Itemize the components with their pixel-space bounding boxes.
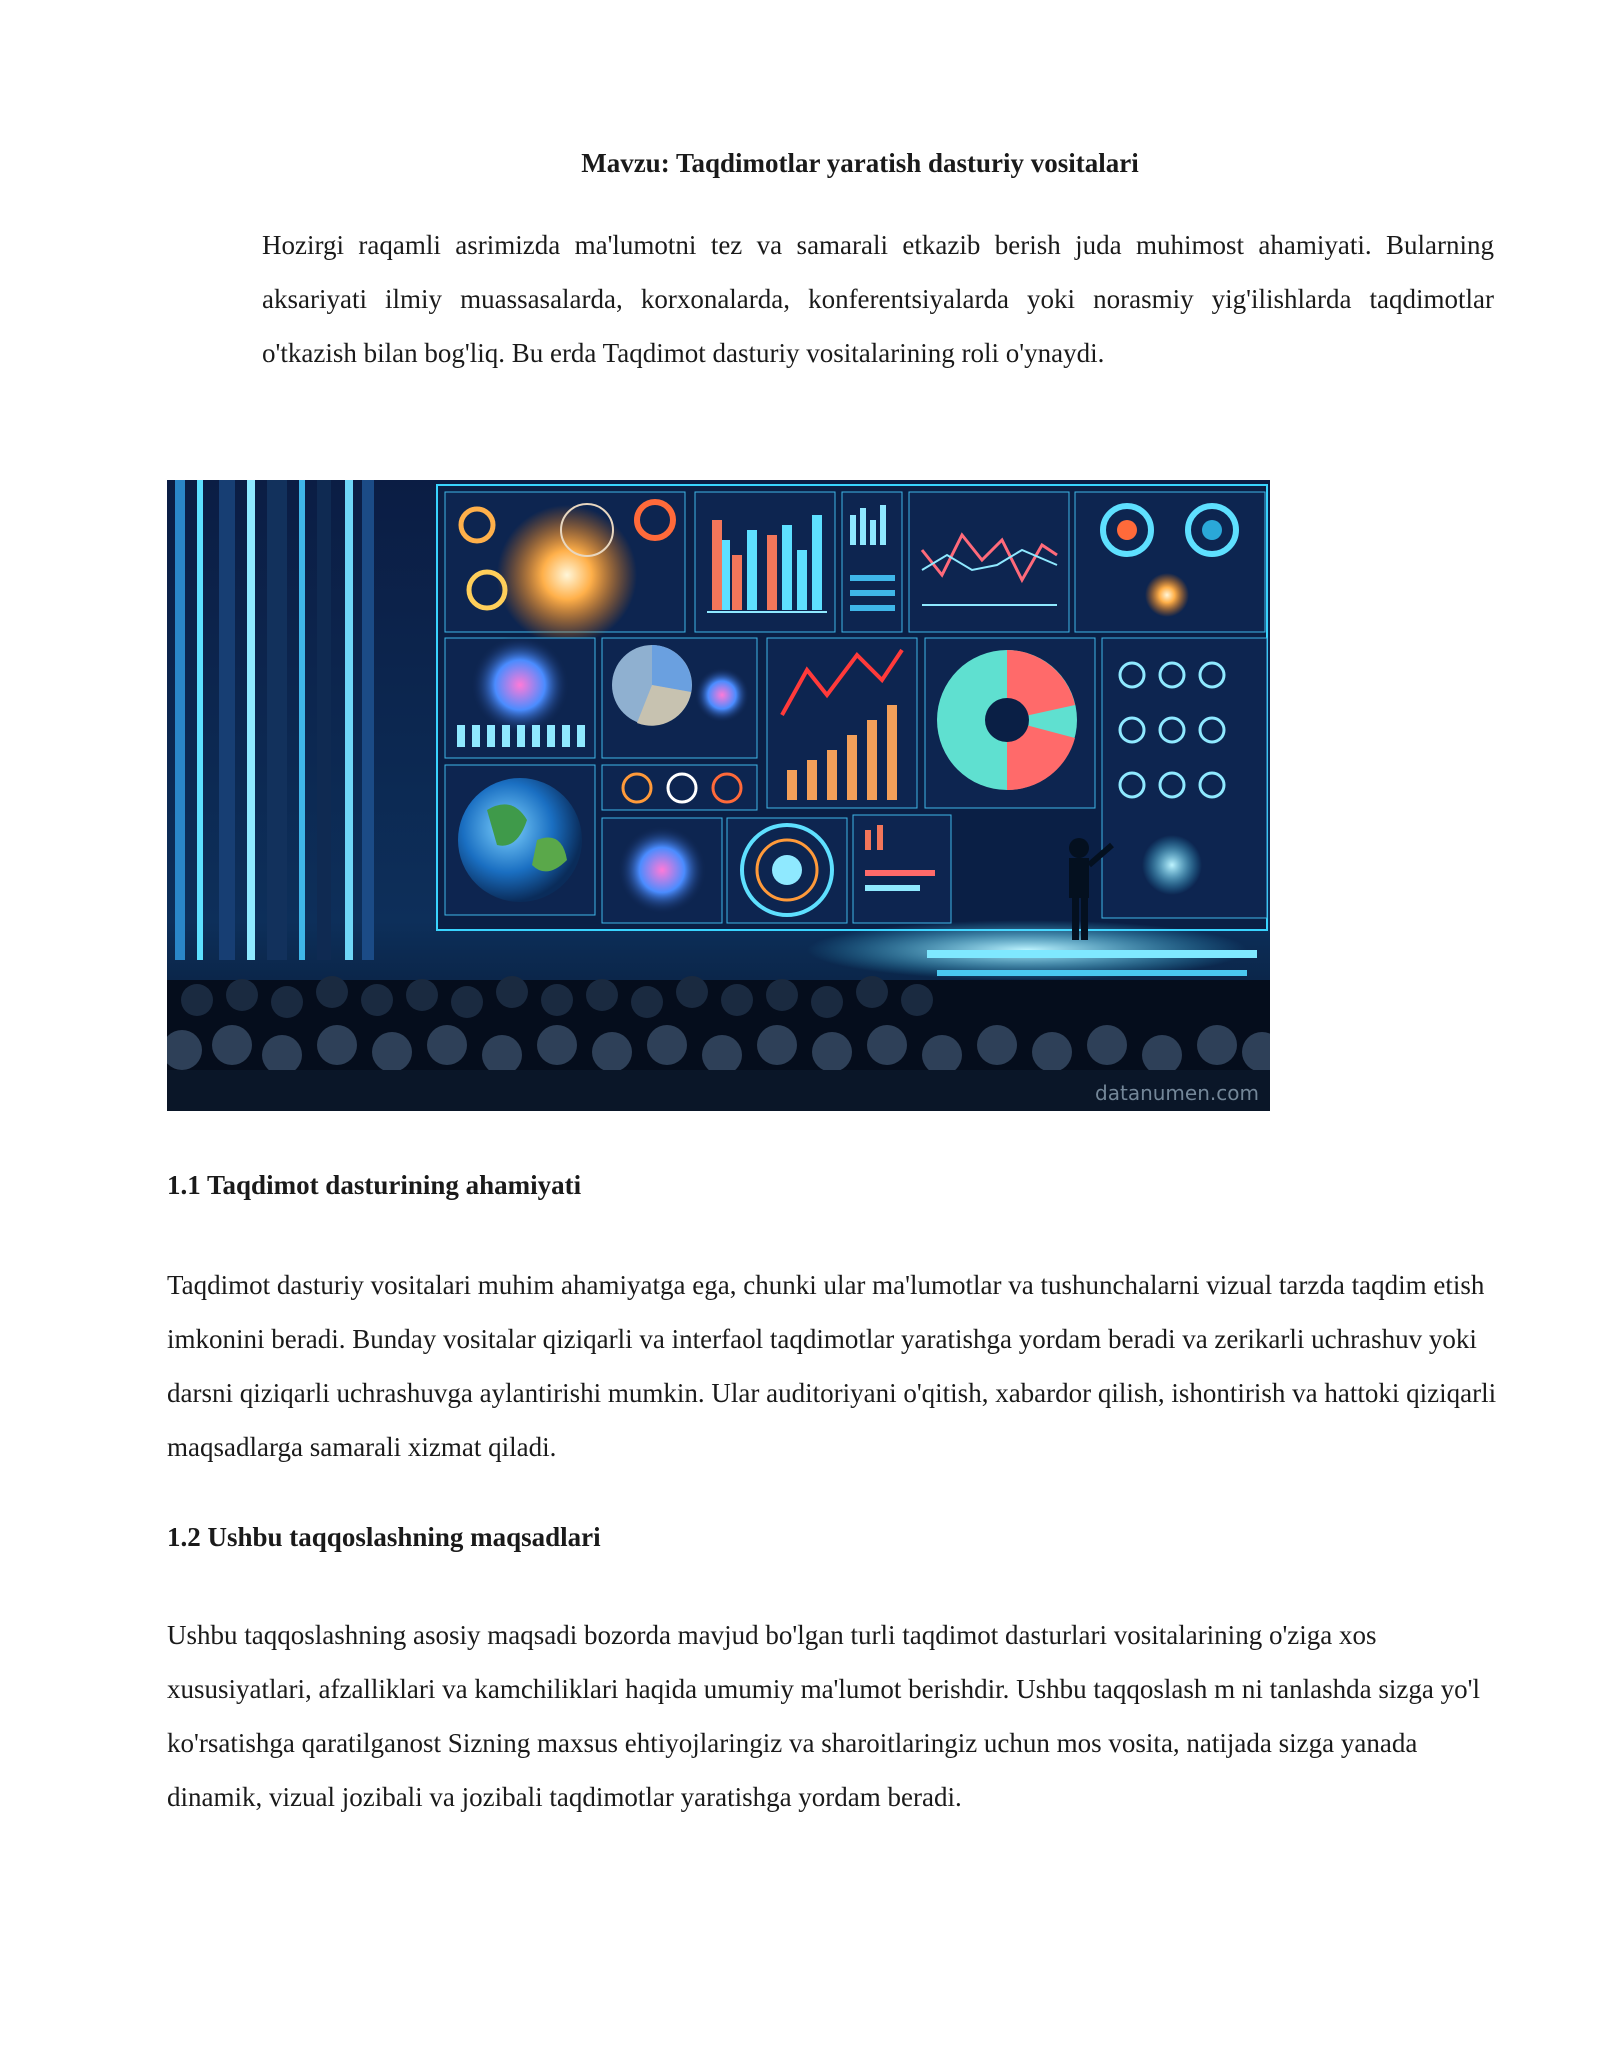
image-watermark: datanumen.com <box>1095 1081 1259 1105</box>
section-paragraph-goals: Ushbu taqqoslashning asosiy maqsadi bozorda mavjud bo'lgan turli taqdimot dasturlari vositalarining o'ziga xos xususiyatlari, afzalliklari va kamchiliklari haqida umumiy ma'lumot berishdir. Ushbu taqqoslash m ni tanlashda sizga yo'l ko'rsatishga qaratilganost Sizning maxsus ehtiyojlaringiz va sharoitlaringiz uchun mos vosita, natijada sizga yanada dinamik, vizual jozibali va jozibali taqdimotlar yaratishga yordam beradi. <box>167 1620 1480 1812</box>
section-paragraph-importance: Taqdimot dasturiy vositalari muhim ahamiyatga ega, chunki ular ma'lumotlar va tushunchalarni vizual tarzda taqdim etish imkonini beradi. Bunday vositalar qiziqarli va interfaol taqdimotlar yaratishga yordam beradi va zerikarli uchrashuv yoki darsni qiziqarli uchrashuvga aylantirishi mumkin. Ular auditoriyani o'qitish, xabardor qilish, ishontirish va hattoki qiziqarli maqsadlarga samarali xizmat qiladi. <box>167 1270 1497 1462</box>
intro-paragraph: Hozirgi raqamli asrimizda ma'lumotni tez va samarali etkazib berish juda muhimost ahamiyati. Bularning aksariyati ilmiy muassasalarda, korxonalarda, konferentsiyalarda yoki norasmiy yig'ilishlarda taqdimotlar o'tkazish bilan bog'liq. Bu erda Taqdimot dasturiy vositalarining roli o'ynaydi. <box>262 230 1494 368</box>
section-heading-goals: 1.2 Ushbu taqqoslashning maqsadlari <box>167 1522 601 1552</box>
section-heading-importance: 1.1 Taqdimot dasturining ahamiyati <box>167 1170 582 1200</box>
presentation-illustration <box>167 480 1270 1111</box>
page-title: Mavzu: Taqdimotlar yaratish dasturiy vositalari <box>581 148 1139 178</box>
